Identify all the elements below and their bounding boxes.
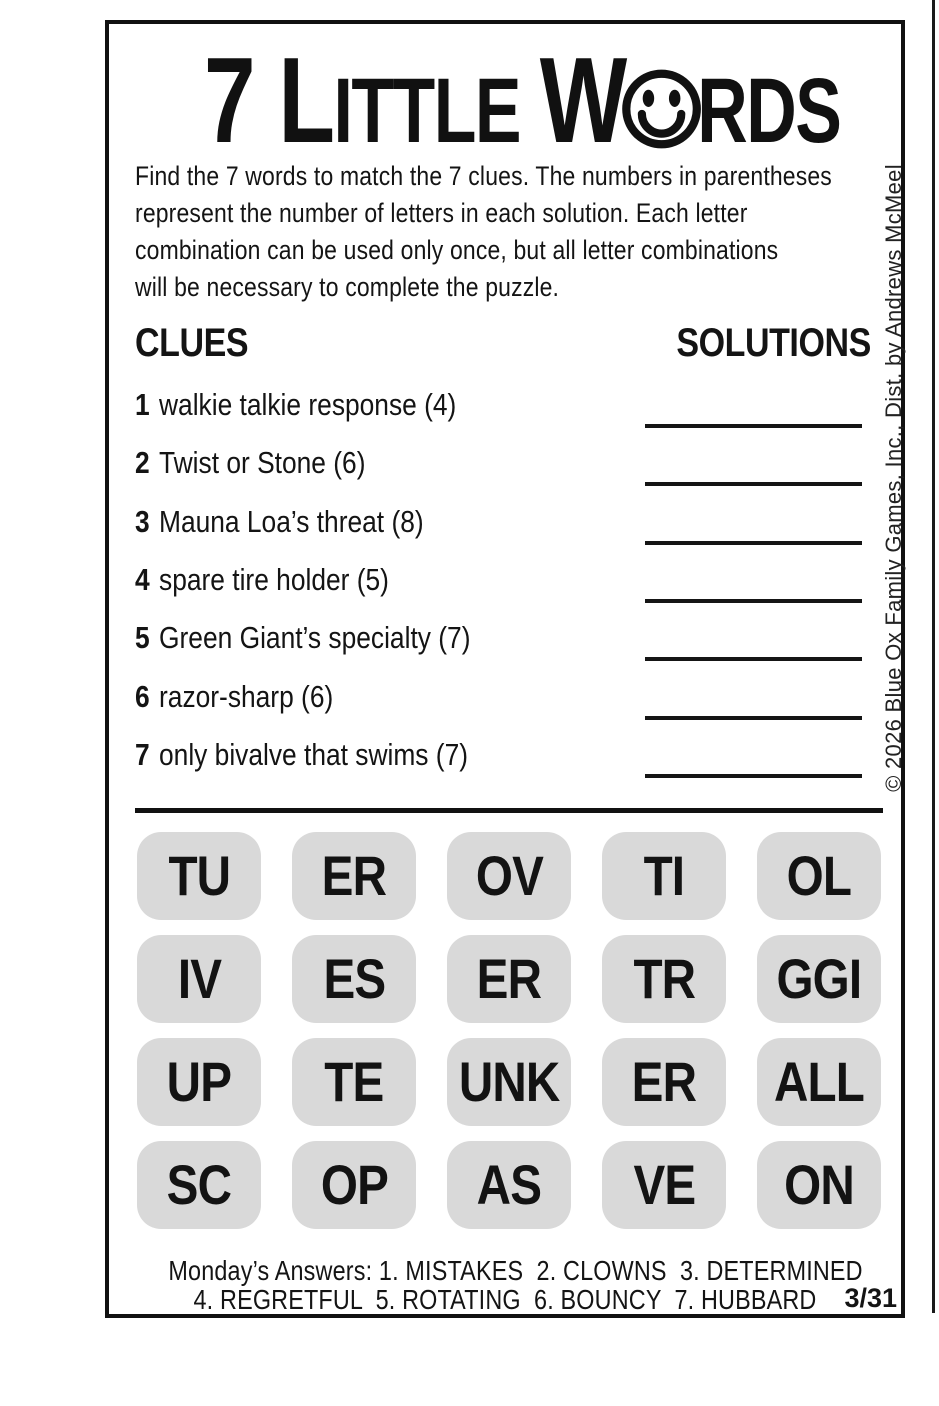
clue-text: Twist or Stone (6): [159, 445, 366, 480]
instructions-line: Find the 7 words to match the 7 clues. The numbers in parentheses: [135, 161, 832, 191]
letter-tile[interactable]: [447, 1038, 571, 1126]
divider-line: [135, 808, 883, 813]
letter-tile[interactable]: [602, 935, 726, 1023]
solution-blank[interactable]: [645, 657, 862, 661]
answers-line-2: 4. REGRETFUL 5. ROTATING 6. BOUNCY 7. HUBBARD: [193, 1284, 817, 1315]
letter-tile[interactable]: [137, 935, 261, 1023]
letter-tile[interactable]: [137, 1141, 261, 1229]
tile-letters: ER: [631, 1050, 697, 1113]
tile-letters: IV: [177, 947, 221, 1010]
clue-number: 5: [135, 620, 150, 655]
letter-tile[interactable]: [447, 935, 571, 1023]
tile-letters: ER: [476, 947, 542, 1010]
letter-tile[interactable]: [137, 832, 261, 920]
solutions-heading: SOLUTIONS: [676, 321, 871, 365]
instructions-line: will be necessary to complete the puzzle.: [135, 272, 560, 302]
title-segment: 7 L: [204, 32, 334, 168]
tile-letters: OV: [475, 844, 543, 907]
clue-row: [135, 387, 456, 423]
page-indicator: 3/31: [844, 1283, 897, 1313]
clue-text: Green Giant’s specialty (7): [159, 620, 471, 655]
letter-tile[interactable]: [757, 1141, 881, 1229]
tile-letters: AS: [476, 1153, 542, 1216]
puzzle-card: [105, 20, 905, 1318]
clue-number: 3: [135, 504, 150, 539]
tile-letters: VE: [633, 1153, 695, 1216]
tile-letters: SC: [166, 1153, 232, 1216]
clue-number: 7: [135, 737, 150, 772]
tile-letters: UP: [166, 1050, 232, 1113]
solution-blank[interactable]: [645, 424, 862, 428]
instructions-line: represent the number of letters in each solution. Each letter: [135, 198, 748, 228]
tile-letters: TU: [168, 844, 230, 907]
tile-letters: OL: [786, 844, 852, 907]
clue-row: [135, 445, 365, 481]
column-divider-rule: [932, 0, 935, 1313]
clue-row: [135, 679, 333, 715]
title-segment: RDS: [697, 60, 841, 162]
letter-tile[interactable]: [757, 1038, 881, 1126]
tile-letters: OP: [320, 1153, 388, 1216]
solution-blank[interactable]: [645, 541, 862, 545]
clue-number: 6: [135, 679, 150, 714]
clue-row: [135, 562, 389, 598]
letter-tile[interactable]: [602, 1141, 726, 1229]
clue-text: razor-sharp (6): [159, 679, 334, 714]
letter-tile[interactable]: [447, 1141, 571, 1229]
letter-tile[interactable]: [602, 1038, 726, 1126]
clue-text: only bivalve that swims (7): [159, 737, 469, 772]
tile-letters: TE: [324, 1050, 384, 1113]
smiley-face-icon: [621, 68, 703, 150]
copyright-vertical: © 2026 Blue Ox Family Games, Inc., Dist. by Andrews McMeel: [881, 164, 906, 792]
letter-tile[interactable]: [292, 1141, 416, 1229]
instructions: [135, 158, 832, 306]
clue-number: 1: [135, 387, 150, 422]
clue-number: 4: [135, 562, 150, 597]
letter-tile[interactable]: [292, 935, 416, 1023]
solution-blank[interactable]: [645, 774, 862, 778]
letter-tile[interactable]: [757, 832, 881, 920]
title-segment: W: [539, 32, 626, 168]
tile-letters: TI: [643, 844, 685, 907]
clue-row: [135, 737, 468, 773]
letter-tile[interactable]: [292, 832, 416, 920]
tile-letters: UNK: [458, 1050, 560, 1113]
tile-letters: ON: [784, 1153, 854, 1216]
letter-tile[interactable]: [602, 832, 726, 920]
letter-tile[interactable]: [137, 1038, 261, 1126]
letter-tile[interactable]: [757, 935, 881, 1023]
clues-heading: CLUES: [135, 321, 249, 365]
solution-blank[interactable]: [645, 716, 862, 720]
clue-number: 2: [135, 445, 150, 480]
tile-letters: GGI: [776, 947, 862, 1010]
clue-row: [135, 620, 470, 656]
letter-tile[interactable]: [292, 1038, 416, 1126]
answers-line-1: Monday’s Answers: 1. MISTAKES 2. CLOWNS 3. DETERMINED: [168, 1255, 863, 1286]
instructions-line: combination can be used only once, but all letter combinations: [135, 235, 779, 265]
tile-letters: TR: [633, 947, 695, 1010]
tile-letters: ES: [323, 947, 385, 1010]
clue-text: walkie talkie response (4): [159, 387, 457, 422]
tile-letters: ER: [321, 844, 387, 907]
puzzle-title: [204, 30, 841, 170]
letter-tile[interactable]: [447, 832, 571, 920]
solution-blank[interactable]: [645, 482, 862, 486]
clue-text: Mauna Loa’s threat (8): [159, 504, 424, 539]
tile-letters: ALL: [774, 1050, 864, 1113]
solution-blank[interactable]: [645, 599, 862, 603]
title-segment: ITTLE: [333, 60, 521, 162]
clue-text: spare tire holder (5): [159, 562, 389, 597]
clue-row: [135, 504, 424, 540]
